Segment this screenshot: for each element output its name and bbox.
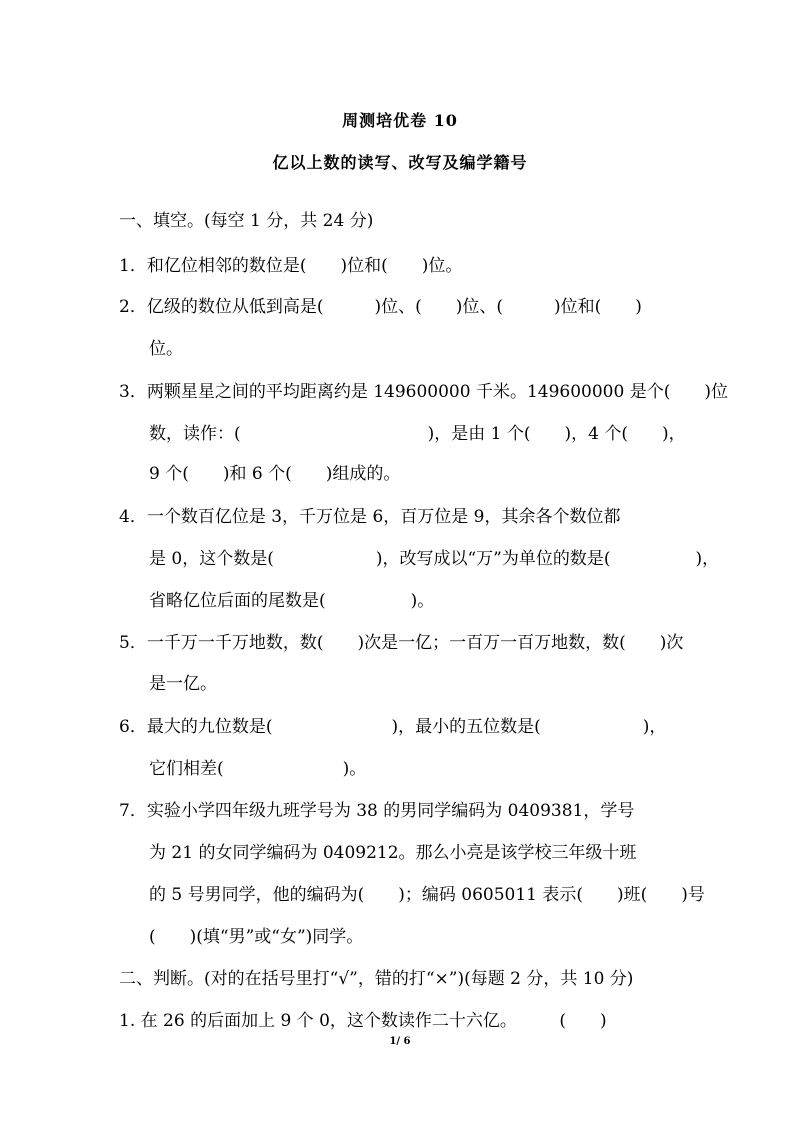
page-title: 周测培优卷 10: [342, 111, 458, 130]
page-number: 1/ 6: [389, 1036, 411, 1047]
question-line: 1．和亿位相邻的数位是( )位和( )位。: [119, 256, 463, 276]
question-line: 4．一个数百亿位是 3，千万位是 6，百万位是 9，其余各个数位都: [119, 507, 621, 527]
question-line: 9 个( )和 6 个( )组成的。: [149, 464, 401, 484]
question-line: 3．两颗星星之间的平均距离约是 149600000 千米。149600000 是个( )位: [119, 382, 728, 402]
question-line: 为 21 的女同学编码为 0409212。那么小亮是该学校三年级十班: [149, 843, 637, 863]
question-line: 1. 在 26 的后面加上 9 个 0，这个数读作二十六亿。 ( ): [119, 1011, 607, 1031]
question-line: 2．亿级的数位从低到高是( )位、( )位、( )位和( ): [119, 297, 642, 317]
section-heading-fill-blank: 一、填空。(每空 1 分，共 24 分): [119, 211, 374, 231]
question-line: 数，读作：( )，是由 1 个( )，4 个( )，: [149, 424, 686, 444]
question-line: 7．实验小学四年级九班学号为 38 的男同学编码为 0409381，学号: [119, 801, 635, 821]
question-line: 6．最大的九位数是( )，最小的五位数是( )，: [119, 717, 667, 737]
question-line: 位。: [149, 339, 183, 359]
question-line: 它们相差( )。: [149, 759, 367, 779]
question-line: 是一亿。: [149, 674, 217, 694]
question-line: 5．一千万一千万地数，数( )次是一亿；一百万一百万地数，数( )次: [119, 633, 684, 653]
question-line: ( )(填“男”或“女”)同学。: [149, 927, 364, 947]
page-subtitle: 亿以上数的读写、改写及编学籍号: [272, 153, 528, 172]
section-heading-true-false: 二、判断。(对的在括号里打“√”，错的打“×”)(每题 2 分，共 10 分): [119, 969, 634, 989]
question-line: 省略亿位后面的尾数是( )。: [149, 591, 435, 611]
question-line: 的 5 号男同学，他的编码为( )；编码 0605011 表示( )班( )号: [149, 885, 705, 905]
question-line: 是 0，这个数是( )，改写成以“万”为单位的数是( )，: [149, 549, 720, 569]
